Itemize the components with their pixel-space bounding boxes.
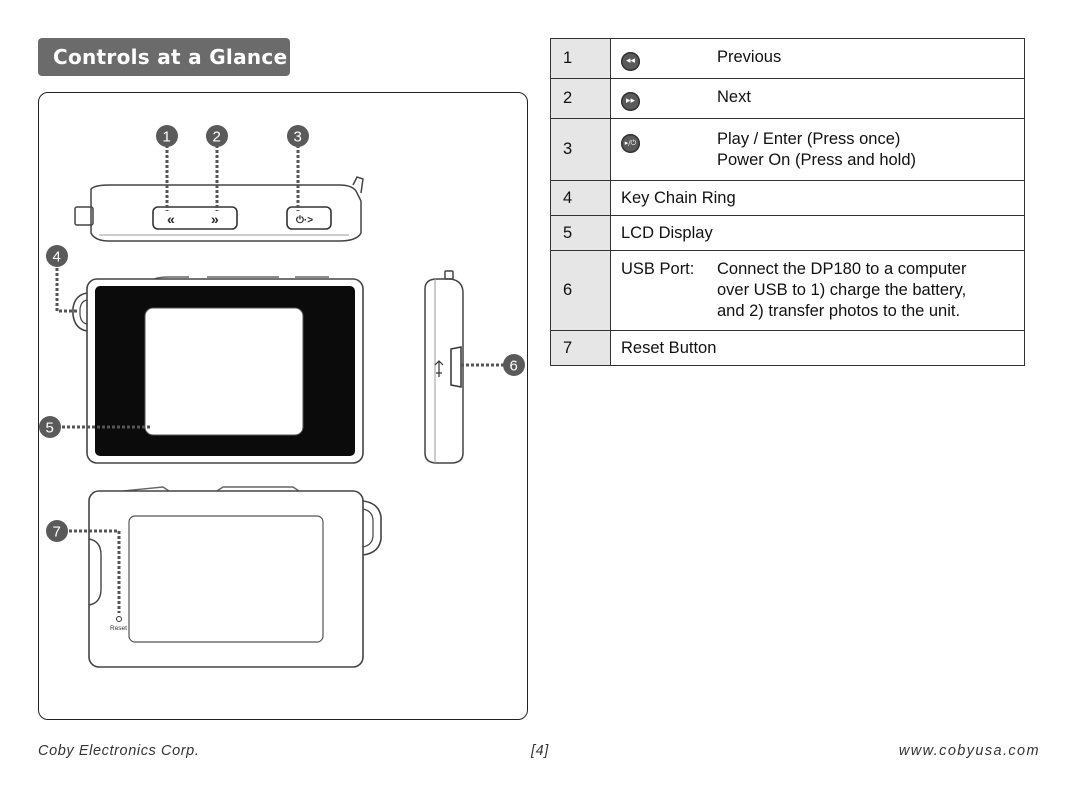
footer-page-number: [4] [531, 743, 549, 759]
callout-7-number: 7 [52, 523, 61, 541]
callout-3-number: 3 [293, 128, 302, 146]
table-row [551, 119, 1025, 181]
device-front-view [73, 277, 363, 463]
table-row [551, 39, 1025, 79]
device-side-view [425, 271, 463, 463]
row-description-line: Power On (Press and hold) [717, 150, 917, 169]
device-back-view [89, 487, 381, 667]
device-diagram [38, 92, 528, 720]
row-description: Reset Button [611, 331, 1025, 366]
callout-6-number: 6 [509, 357, 518, 375]
device-diagram-svg [39, 93, 529, 721]
page-title: Controls at a Glance [38, 38, 290, 76]
row-number: 1 [551, 39, 611, 79]
footer-company: Coby Electronics Corp. [38, 743, 200, 759]
row-description: Key Chain Ring [611, 181, 1025, 216]
controls-table [550, 38, 1025, 366]
callout-2-number: 2 [212, 128, 221, 146]
table-row [551, 251, 1025, 331]
reset-hole [117, 617, 122, 622]
play-power-icon: ▸/⏻ [621, 134, 640, 153]
row-number: 6 [551, 251, 611, 331]
next-button-label: » [211, 211, 219, 227]
row-description-line: Play / Enter (Press once) [717, 129, 901, 148]
table-row [551, 331, 1025, 366]
row-number: 4 [551, 181, 611, 216]
row-description: LCD Display [611, 216, 1025, 251]
callout-4-number: 4 [52, 248, 61, 266]
callout-5-number: 5 [45, 419, 54, 437]
row-number: 5 [551, 216, 611, 251]
row-description: Previous [717, 47, 782, 66]
callout-1-number: 1 [162, 128, 171, 146]
row-description-line: Connect the DP180 to a computer [717, 260, 967, 278]
row-description-line: and 2) transfer photos to the unit. [717, 302, 961, 320]
power-button-label: ⏻·> [296, 215, 314, 226]
usb-port-label: USB Port: [621, 260, 695, 278]
row-number: 7 [551, 331, 611, 366]
prev-button-label: « [167, 211, 175, 227]
row-description-line: over USB to 1) charge the battery, [717, 281, 967, 299]
row-number: 2 [551, 79, 611, 119]
reset-label: Reset [110, 625, 127, 632]
usb-symbol-icon [435, 361, 443, 377]
table-row [551, 79, 1025, 119]
table-row [551, 181, 1025, 216]
previous-icon: ◂◂ [621, 52, 640, 71]
footer-website: www.cobyusa.com [898, 743, 1040, 759]
row-number: 3 [551, 119, 611, 181]
next-icon: ▸▸ [621, 92, 640, 111]
table-row [551, 216, 1025, 251]
row-description: Next [717, 87, 751, 106]
lcd-screen [145, 308, 303, 435]
